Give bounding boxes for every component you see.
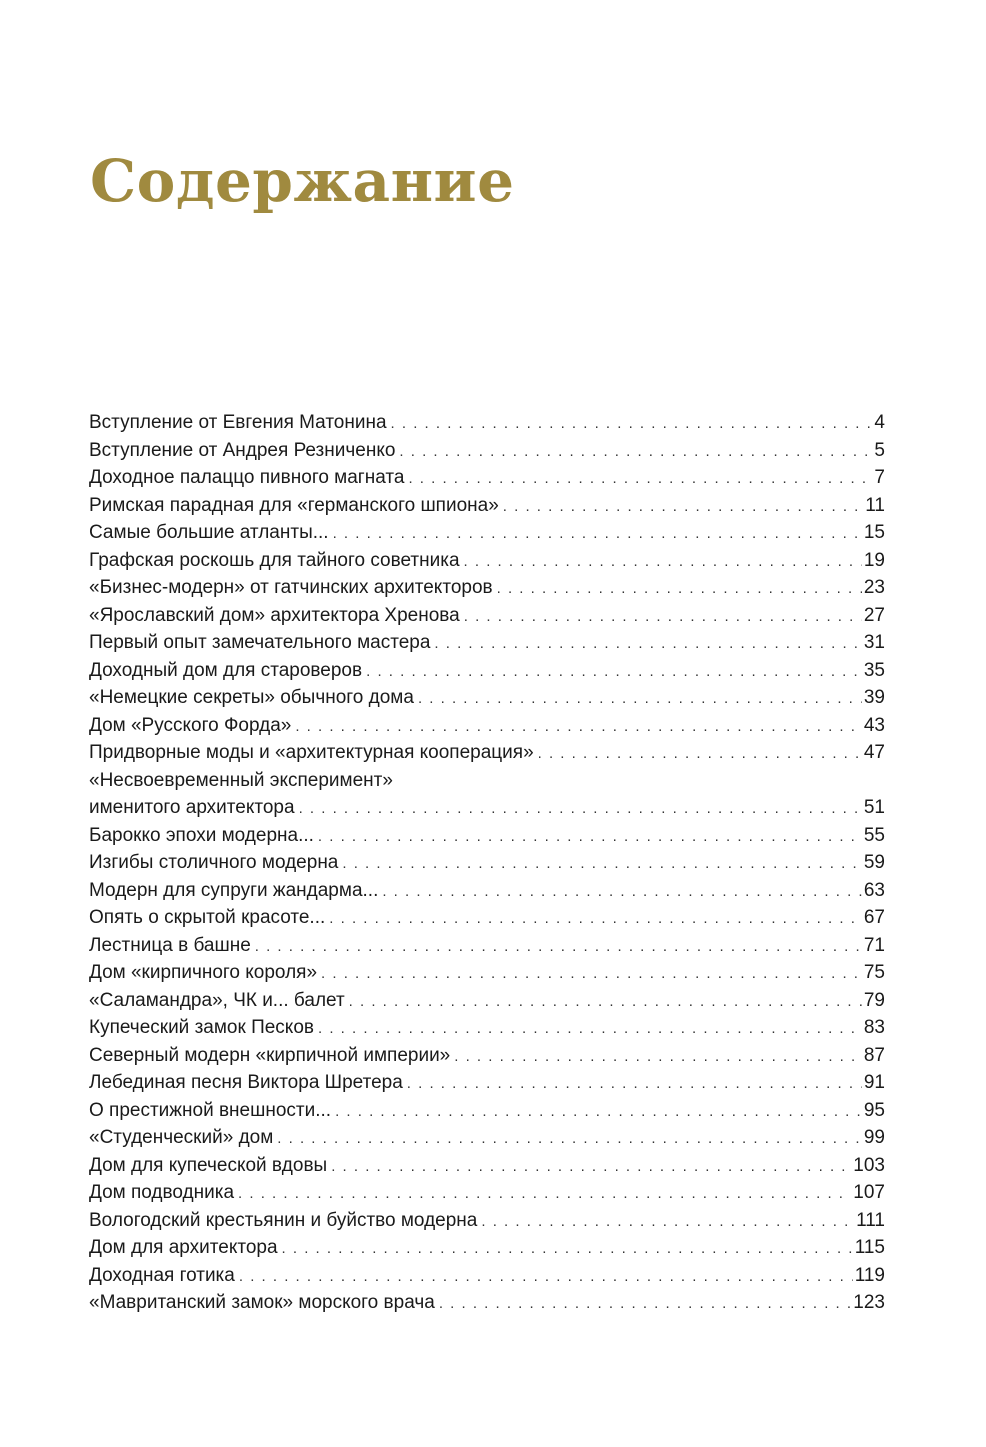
toc-leader-dots bbox=[434, 630, 861, 658]
toc-entry bbox=[89, 1124, 885, 1152]
toc-entry-title: Доходное палаццо пивного магната bbox=[89, 467, 405, 488]
toc-leader-dots bbox=[333, 520, 862, 548]
toc-leader-dots bbox=[282, 1235, 853, 1263]
toc-entry-page: 35 bbox=[863, 659, 885, 681]
toc-leader-dots bbox=[538, 740, 862, 768]
toc-entry bbox=[89, 437, 885, 465]
toc-entry-page: 63 bbox=[863, 879, 885, 901]
toc-leader-dots bbox=[464, 603, 862, 631]
toc-entry-page: 27 bbox=[863, 604, 885, 626]
toc-leader-dots bbox=[408, 465, 872, 493]
toc-leader-dots bbox=[329, 905, 862, 933]
toc-leader-dots bbox=[318, 823, 862, 851]
toc-leader-dots bbox=[481, 1208, 854, 1236]
toc-entry-title: Самые большие атланты... bbox=[89, 522, 329, 543]
toc-leader-dots bbox=[299, 795, 862, 823]
toc-leader-dots bbox=[418, 685, 862, 713]
toc-entry-first-line bbox=[89, 767, 885, 795]
toc-entry bbox=[89, 1014, 885, 1042]
toc-entry-page: 107 bbox=[853, 1182, 885, 1203]
toc-leader-dots bbox=[399, 438, 872, 466]
toc-entry bbox=[89, 1179, 885, 1207]
toc-entry-page: 111 bbox=[856, 1209, 885, 1231]
toc-entry-page: 91 bbox=[863, 1072, 885, 1093]
toc-leader-dots bbox=[277, 1125, 862, 1153]
toc-entry bbox=[89, 409, 885, 437]
toc-entry bbox=[89, 904, 885, 932]
toc-leader-dots bbox=[331, 1153, 851, 1181]
toc-entry-page: 87 bbox=[863, 1044, 885, 1066]
toc-entry-title: «Немецкие секреты» обычного дома bbox=[89, 687, 414, 708]
toc-entry bbox=[89, 464, 885, 492]
toc-entry bbox=[89, 519, 885, 547]
toc-leader-dots bbox=[464, 548, 862, 576]
toc-entry-page: 75 bbox=[863, 962, 885, 983]
toc-entry bbox=[89, 849, 885, 877]
toc-entry-title: Доходный дом для староверов bbox=[89, 659, 363, 681]
toc-entry-page: 71 bbox=[863, 934, 885, 956]
toc-entry bbox=[89, 1152, 885, 1180]
toc-entry-page: 59 bbox=[863, 852, 885, 873]
toc-entry-title: Доходная готика bbox=[89, 1264, 235, 1286]
toc-entry-title: Придворные моды и «архитектурная кооперация» bbox=[89, 742, 534, 763]
toc-entry-title: Дом для архитектора bbox=[89, 1237, 278, 1258]
toc-entry-page: 55 bbox=[863, 824, 885, 846]
toc-entry-title: Северный модерн «кирпичной империи» bbox=[89, 1044, 451, 1066]
toc-entry-page: 123 bbox=[853, 1292, 885, 1313]
toc-entry bbox=[89, 959, 885, 987]
toc-leader-dots bbox=[295, 713, 862, 741]
toc-entry bbox=[89, 547, 885, 575]
toc-entry-page: 23 bbox=[863, 577, 885, 598]
toc-entry bbox=[89, 1069, 885, 1097]
toc-entry-page: 103 bbox=[853, 1154, 885, 1176]
toc-leader-dots bbox=[318, 1015, 862, 1043]
toc-entry-page: 43 bbox=[863, 714, 885, 736]
toc-entry-page: 4 bbox=[874, 412, 885, 433]
toc-entry-title-line: «Несвоевременный эксперимент» bbox=[89, 769, 393, 791]
toc-entry bbox=[89, 657, 885, 685]
toc-entry-page: 15 bbox=[863, 522, 885, 543]
toc-entry bbox=[89, 794, 885, 822]
toc-entry bbox=[89, 492, 885, 520]
toc-entry-title: Купеческий замок Песков bbox=[89, 1017, 314, 1038]
toc-entry-title: Дом «кирпичного короля» bbox=[89, 962, 318, 983]
toc-entry bbox=[89, 1097, 885, 1125]
toc-entry bbox=[89, 1262, 885, 1290]
toc-entry-page: 99 bbox=[863, 1127, 885, 1148]
toc-entry bbox=[89, 574, 885, 602]
toc-entry-title: «Саламандра», ЧК и... балет bbox=[89, 989, 345, 1011]
toc-entry bbox=[89, 877, 885, 905]
toc-entry-page: 19 bbox=[863, 549, 885, 571]
toc-leader-dots bbox=[454, 1043, 862, 1071]
toc-entry-title: Графская роскошь для тайного советника bbox=[89, 549, 460, 571]
table-of-contents bbox=[89, 409, 885, 1317]
toc-leader-dots bbox=[497, 575, 862, 603]
toc-leader-dots bbox=[238, 1180, 851, 1208]
toc-entry-title: Дом «Русского Форда» bbox=[89, 714, 292, 736]
toc-entry bbox=[89, 932, 885, 960]
toc-entry-title: Римская парадная для «германского шпиона» bbox=[89, 494, 499, 516]
toc-entry bbox=[89, 684, 885, 712]
toc-entry-page: 51 bbox=[863, 797, 885, 818]
toc-entry-page: 11 bbox=[865, 494, 885, 516]
toc-entry bbox=[89, 1234, 885, 1262]
toc-leader-dots bbox=[366, 658, 862, 686]
toc-leader-dots bbox=[407, 1070, 862, 1098]
toc-entry-title: Опять о скрытой красоте... bbox=[89, 907, 326, 928]
toc-entry-title: Дом для купеческой вдовы bbox=[89, 1154, 328, 1176]
toc-leader-dots bbox=[439, 1290, 851, 1318]
toc-leader-dots bbox=[349, 988, 862, 1016]
toc-leader-dots bbox=[335, 1098, 862, 1126]
toc-entry bbox=[89, 712, 885, 740]
toc-entry bbox=[89, 822, 885, 850]
toc-entry-title: «Ярославский дом» архитектора Хренова bbox=[89, 604, 460, 626]
toc-leader-dots bbox=[503, 493, 863, 521]
toc-entry-title: Изгибы столичного модерна bbox=[89, 852, 339, 873]
toc-entry-page: 79 bbox=[863, 989, 885, 1011]
toc-entry-title: «Бизнес-модерн» от гатчинских архитекторов bbox=[89, 577, 493, 598]
toc-entry-page: 31 bbox=[863, 632, 885, 653]
toc-entry-title: Модерн для супруги жандарма... bbox=[89, 879, 379, 901]
toc-entry-title: Дом подводника bbox=[89, 1182, 235, 1203]
toc-leader-dots bbox=[239, 1263, 853, 1291]
toc-leader-dots bbox=[255, 933, 862, 961]
toc-entry bbox=[89, 1207, 885, 1235]
toc-entry bbox=[89, 1042, 885, 1070]
toc-leader-dots bbox=[382, 878, 862, 906]
toc-entry-title: Лебединая песня Виктора Шретера bbox=[89, 1072, 403, 1093]
toc-leader-dots bbox=[321, 960, 862, 988]
toc-entry-title: Первый опыт замечательного мастера bbox=[89, 632, 431, 653]
toc-entry-title: «Мавританский замок» морского врача bbox=[89, 1292, 435, 1313]
toc-leader-dots bbox=[342, 850, 861, 878]
toc-entry-page: 7 bbox=[874, 467, 885, 488]
toc-entry-title: Барокко эпохи модерна... bbox=[89, 824, 314, 846]
toc-entry-page: 67 bbox=[863, 907, 885, 928]
toc-entry-title: именитого архитектора bbox=[89, 797, 295, 818]
toc-entry-page: 83 bbox=[863, 1017, 885, 1038]
toc-entry-page: 95 bbox=[863, 1099, 885, 1121]
toc-entry-page: 115 bbox=[854, 1237, 885, 1258]
toc-entry-page: 5 bbox=[874, 439, 885, 461]
toc-entry bbox=[89, 1289, 885, 1317]
toc-entry-title: Вологодский крестьянин и буйство модерна bbox=[89, 1209, 478, 1231]
toc-leader-dots bbox=[391, 410, 873, 438]
toc-entry-page: 47 bbox=[863, 742, 885, 763]
toc-entry-page: 119 bbox=[854, 1264, 885, 1286]
toc-entry-title: «Студенческий» дом bbox=[89, 1127, 274, 1148]
toc-entry bbox=[89, 602, 885, 630]
toc-entry-title: Лестница в башне bbox=[89, 934, 251, 956]
page-title: Содержание bbox=[90, 147, 515, 215]
toc-entry bbox=[89, 629, 885, 657]
toc-entry bbox=[89, 987, 885, 1015]
toc-entry-title: Вступление от Евгения Матонина bbox=[89, 412, 387, 433]
toc-entry-title: О престижной внешности... bbox=[89, 1099, 332, 1121]
toc-entry-page: 39 bbox=[863, 687, 885, 708]
toc-entry bbox=[89, 739, 885, 767]
toc-entry-title: Вступление от Андрея Резниченко bbox=[89, 439, 396, 461]
